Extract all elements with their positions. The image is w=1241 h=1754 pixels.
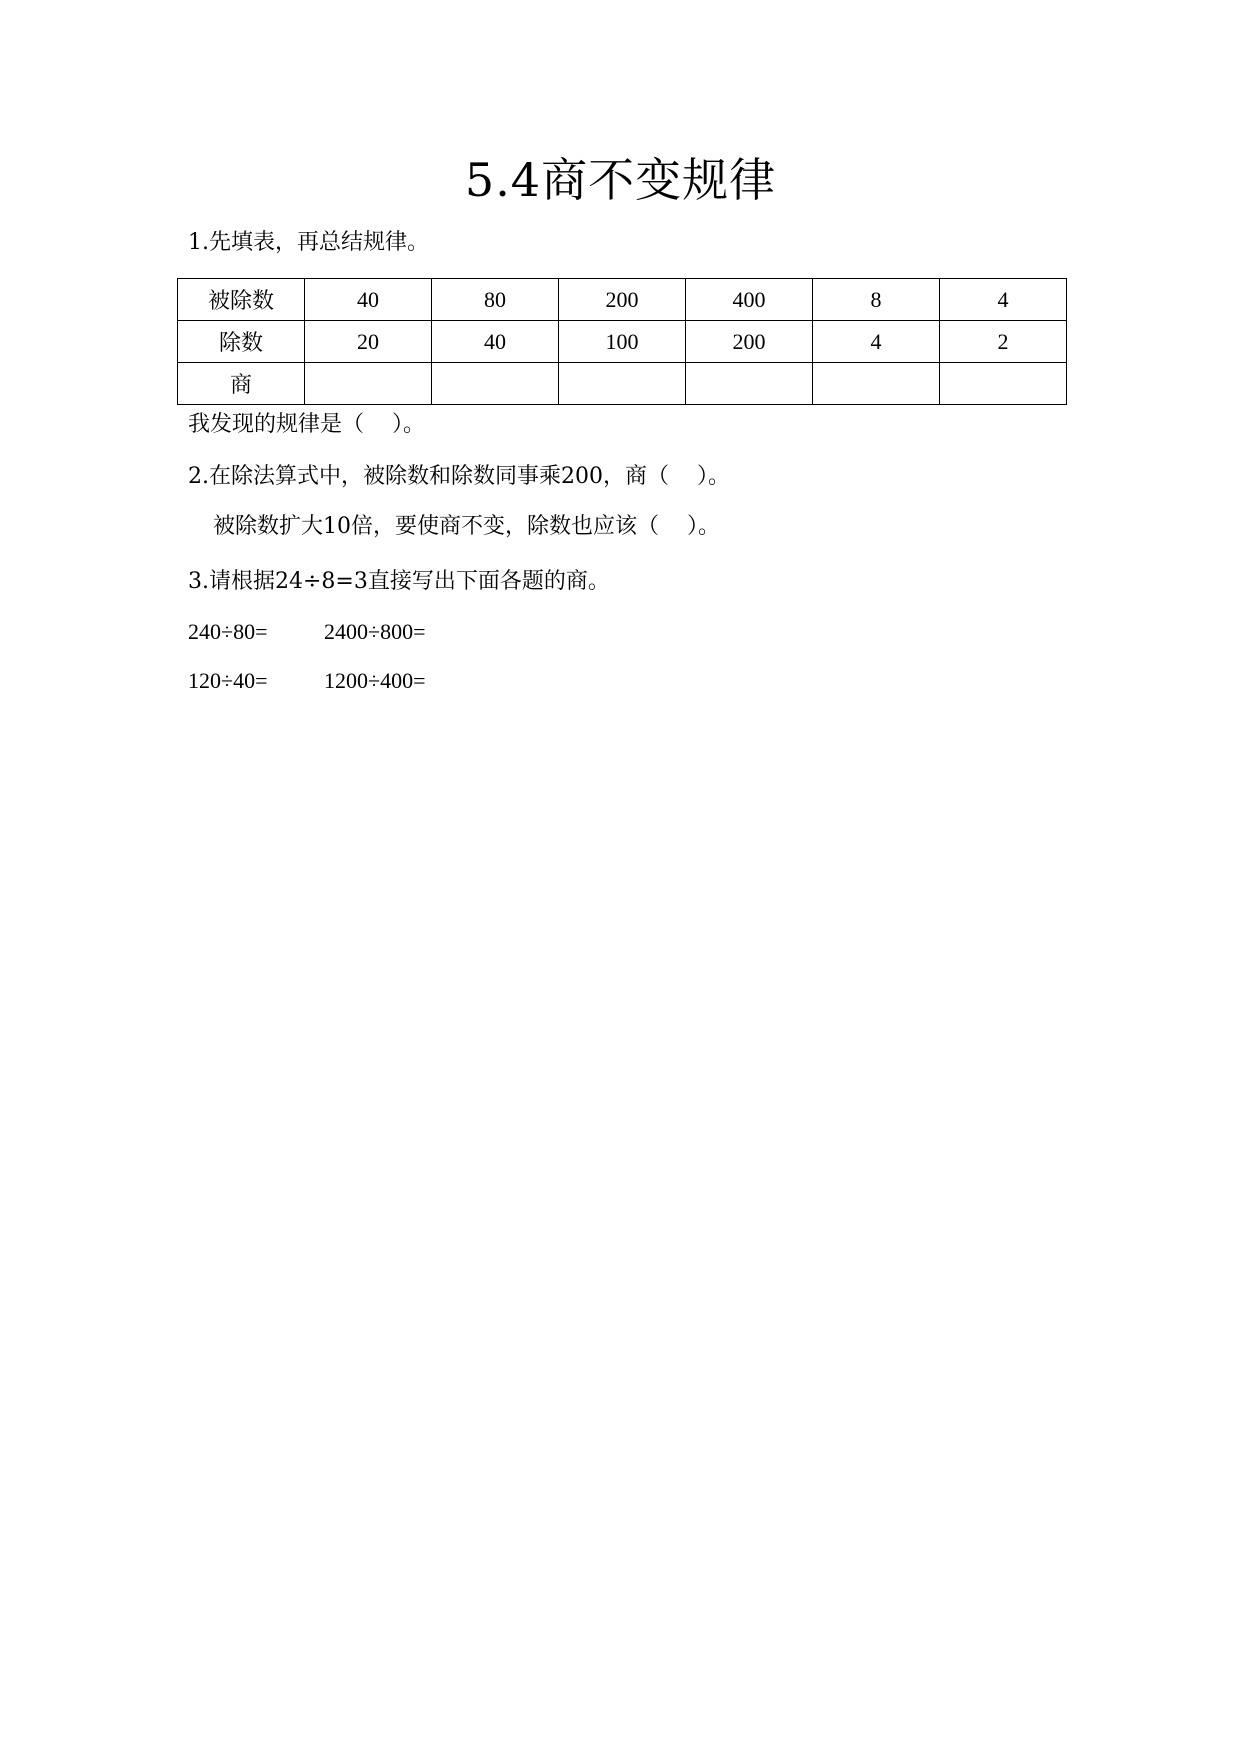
page-title: 5.4商不变规律 (464, 153, 777, 207)
answer-cell[interactable] (432, 363, 559, 405)
calc-item: 1200÷400= (324, 668, 426, 693)
table-cell: 100 (559, 321, 686, 363)
row-label-divisor: 除数 (178, 321, 305, 363)
row-label-quotient: 商 (178, 363, 305, 405)
table-cell: 400 (686, 279, 813, 321)
table-row-quotient (178, 363, 1067, 405)
table-cell: 20 (305, 321, 432, 363)
calc-item: 240÷80= (188, 619, 268, 644)
table-cell: 40 (432, 321, 559, 363)
calc-item: 120÷40= (188, 668, 268, 693)
table-row-divisor (178, 321, 1067, 363)
answer-cell[interactable] (940, 363, 1067, 405)
answer-cell[interactable] (813, 363, 940, 405)
calc-item: 2400÷800= (324, 619, 426, 644)
table-cell: 4 (813, 321, 940, 363)
answer-cell[interactable] (305, 363, 432, 405)
table-cell: 40 (305, 279, 432, 321)
answer-cell[interactable] (559, 363, 686, 405)
row-label-dividend: 被除数 (178, 279, 305, 321)
question-1-prompt: 1.先填表，再总结规律。 (188, 230, 429, 255)
table-cell: 200 (686, 321, 813, 363)
question-1-finding: 我发现的规律是（ ）。 (188, 412, 425, 437)
table-cell: 200 (559, 279, 686, 321)
table-cell: 80 (432, 279, 559, 321)
table-row-dividend (178, 279, 1067, 321)
table-cell: 4 (940, 279, 1067, 321)
question-2-line-2: 被除数扩大10倍，要使商不变，除数也应该（ ）。 (213, 514, 720, 539)
question-3-prompt: 3.请根据24÷8=3直接写出下面各题的商。 (188, 569, 610, 594)
answer-cell[interactable] (686, 363, 813, 405)
division-table (177, 278, 1067, 405)
table-cell: 8 (813, 279, 940, 321)
question-2-line-1: 2.在除法算式中，被除数和除数同事乘200，商（ ）。 (188, 464, 730, 489)
table-cell: 2 (940, 321, 1067, 363)
